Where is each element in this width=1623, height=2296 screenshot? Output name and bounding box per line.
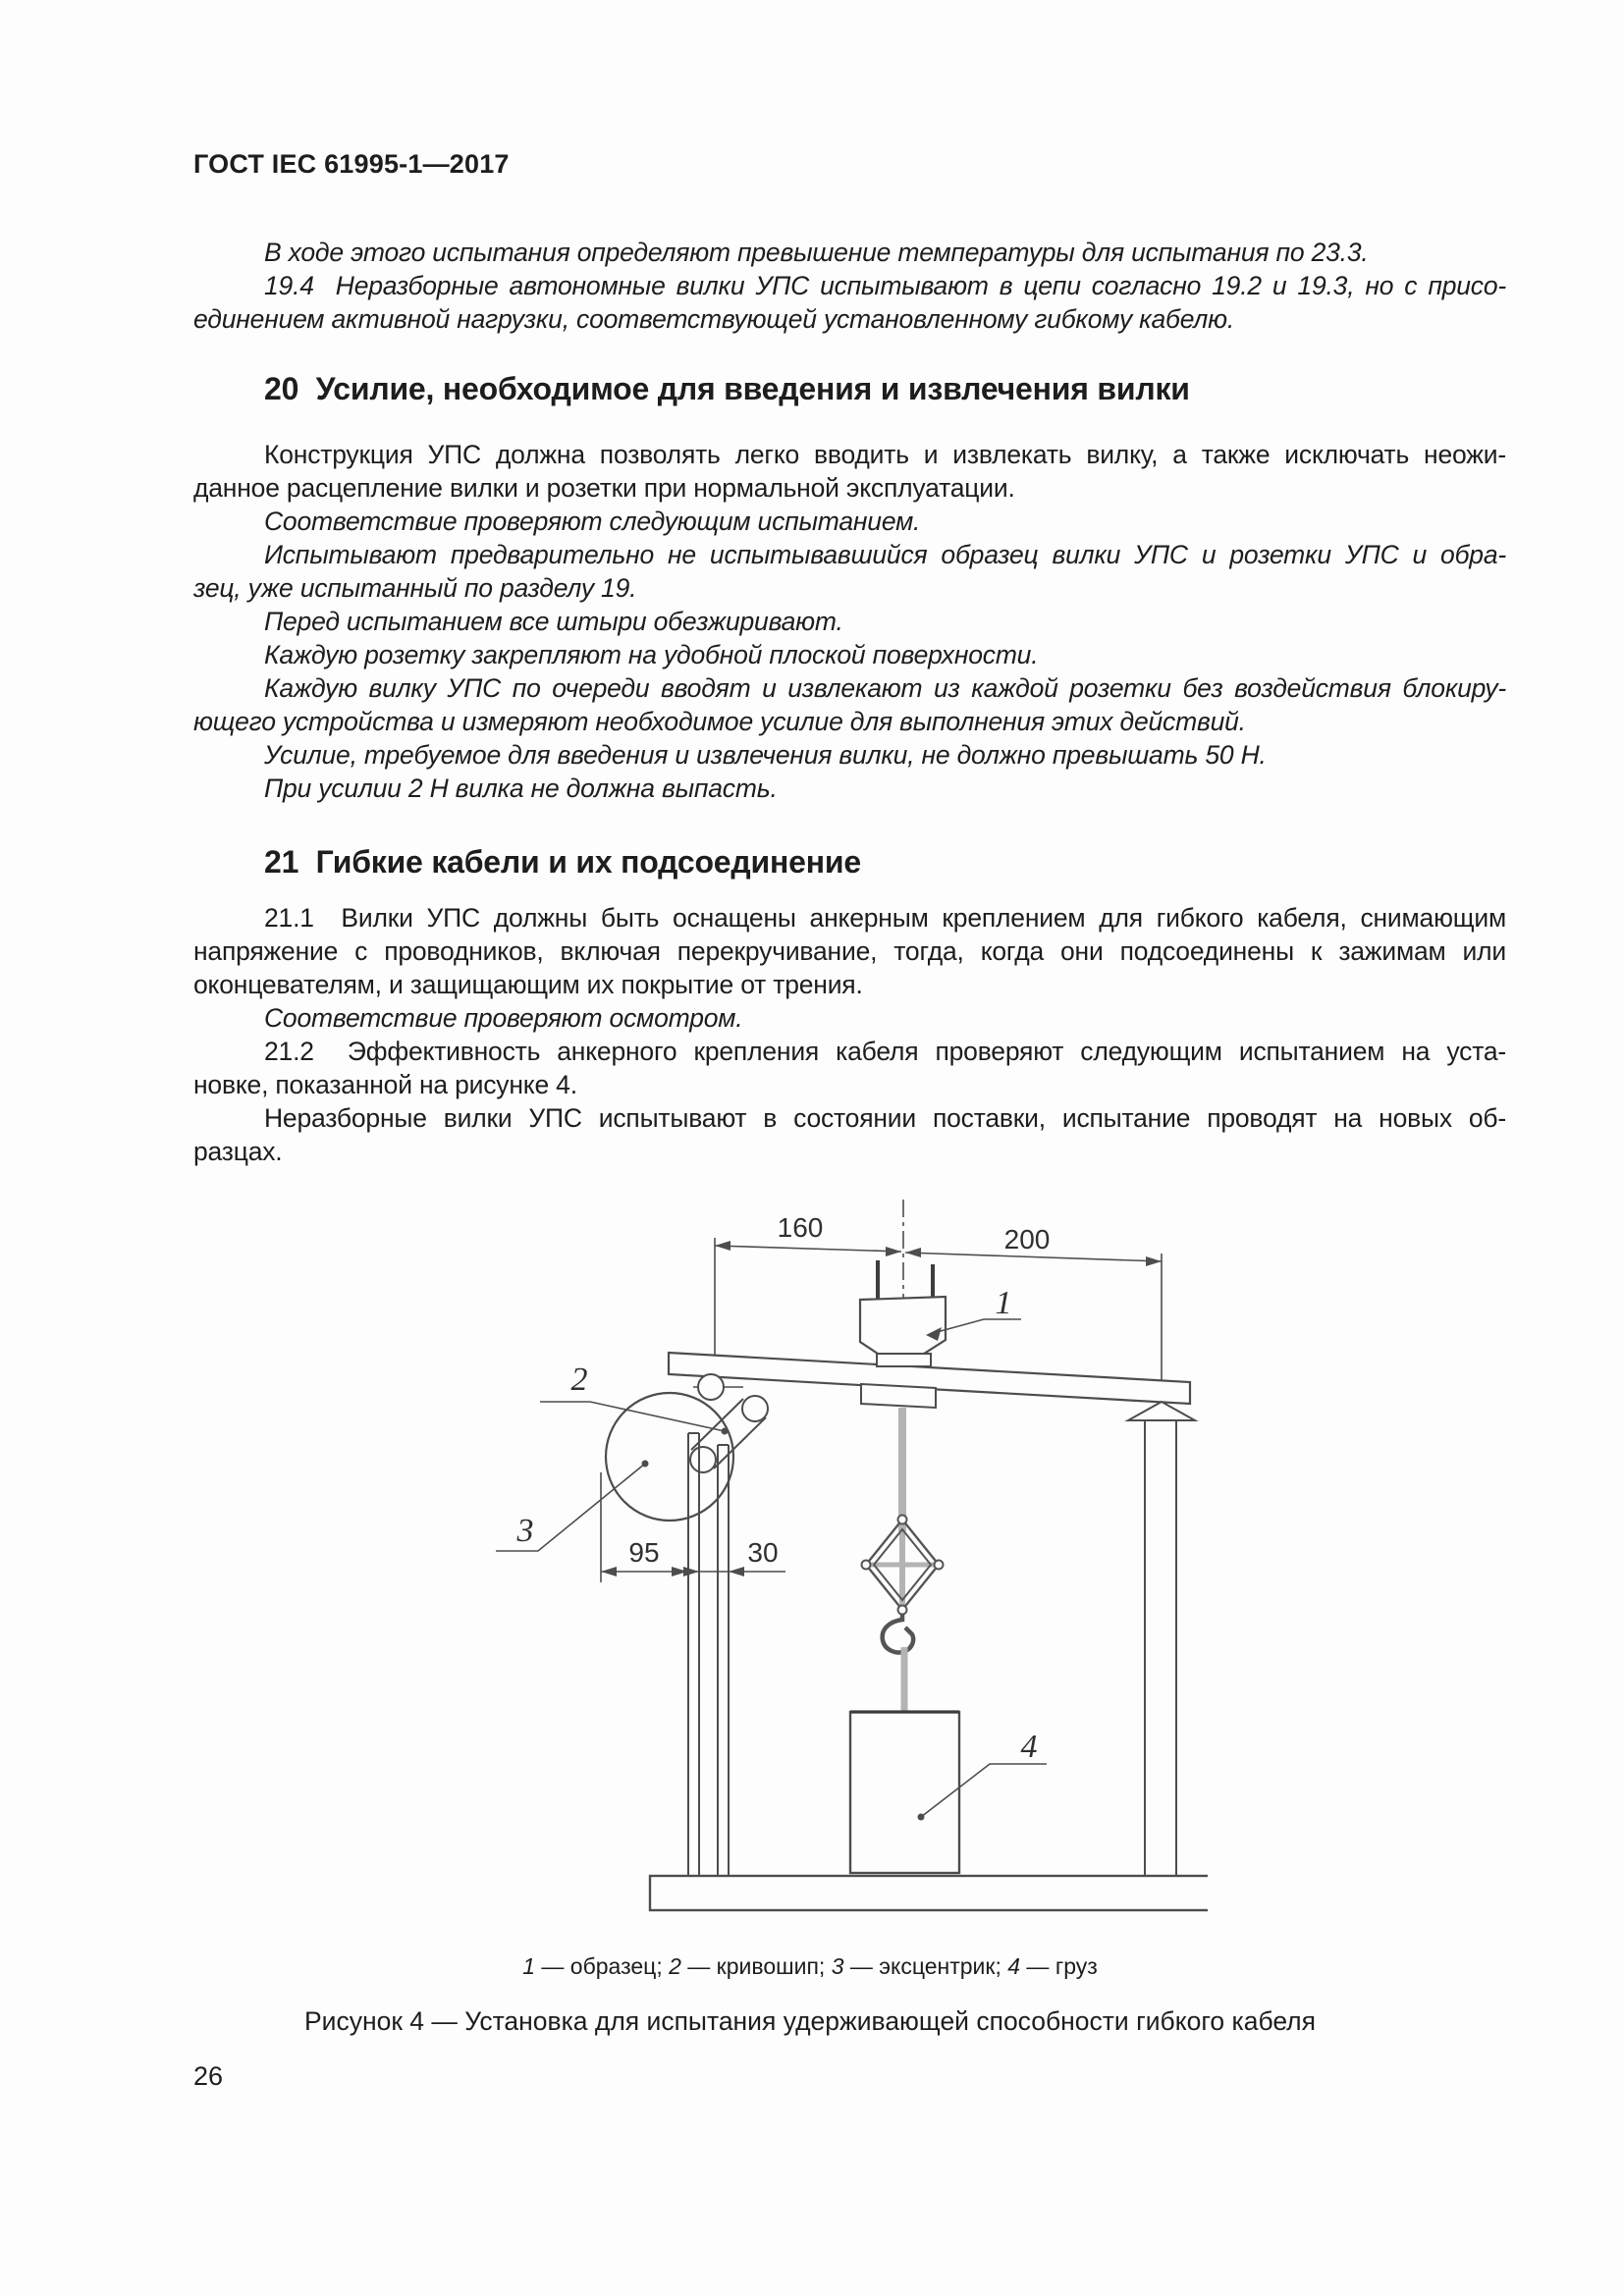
figure-4-drawing <box>491 1193 1208 1936</box>
left-support-assembly <box>606 1373 768 1521</box>
paragraph-line: новке, показанной на рисунке 4. <box>193 1070 577 1099</box>
paragraph-line: зец, уже испытанный по разделу 19. <box>193 573 637 603</box>
caption-number: 4 <box>1007 1953 1021 1979</box>
paragraph-line: разцах. <box>193 1137 283 1166</box>
paragraph-line: напряжение с проводников, включая перекручивание, тогда, когда они подсоединены к зажимам или <box>193 936 1506 966</box>
paragraph-line: единением активной нагрузки, соответствующей установленному гибкому кабелю. <box>193 304 1235 334</box>
figure-title: Рисунок 4 — Установка для испытания удерживающей способности гибкого кабеля <box>304 2006 1316 2036</box>
crank-pivot <box>690 1447 716 1472</box>
paragraph-line: 21.1 Вилки УПС должны быть оснащены анкерным креплением для гибкого кабеля, снимающим <box>264 903 1506 933</box>
hanging-rod-assembly <box>862 1408 944 1714</box>
caption-text: — кривошип; <box>680 1953 832 1979</box>
section-21-body <box>193 901 1506 1168</box>
section-20-heading: 20 Усилие, необходимое для введения и извлечения вилки <box>264 371 1190 406</box>
section-20-body <box>193 438 1506 805</box>
right-support <box>1128 1402 1195 1876</box>
caption-text: — груз <box>1020 1953 1098 1979</box>
label-eccentric: 3 <box>516 1513 534 1549</box>
paragraph-line: Каждую вилку УПС по очереди вводят и извлекают из каждой розетки без воздействия блокиру- <box>264 673 1506 703</box>
caption-text: — эксцентрик; <box>843 1953 1008 1979</box>
label-crank: 2 <box>570 1362 588 1398</box>
leader-dot <box>642 1461 649 1468</box>
paragraph-line: Неразборные вилки УПС испытывают в состоянии поставки, испытание проводят на новых об- <box>264 1103 1506 1133</box>
test-weight <box>850 1712 959 1873</box>
paragraph-line: ющего устройства и измеряют необходимое усилие для выполнения этих действий. <box>193 707 1246 736</box>
page-number: 26 <box>193 2061 224 2091</box>
dimension-160: 160 <box>777 1212 824 1243</box>
paragraph-line: 21.2 Эффективность анкерного крепления кабеля проверяют следующим испытанием на уста- <box>264 1037 1506 1066</box>
page-header: ГОСТ IEC 61995-1—2017 <box>193 149 510 179</box>
paragraph-line: данное расцепление вилки и розетки при нормальной эксплуатации. <box>193 473 1015 503</box>
caption-number: 3 <box>831 1953 844 1979</box>
paragraph-line: Соответствие проверяют следующим испытанием. <box>264 507 921 536</box>
leader-dot <box>918 1814 925 1821</box>
paragraph-line: оконцевателям, и защищающим их покрытие от трения. <box>193 970 863 999</box>
paragraph-line: При усилии 2 Н вилка не должна выпасть. <box>264 774 778 803</box>
figure-caption <box>157 1953 1463 1980</box>
intro-paragraphs <box>193 236 1506 336</box>
base-plate <box>650 1876 1208 1910</box>
caption-number: 2 <box>669 1953 681 1979</box>
leader-dot <box>722 1428 729 1435</box>
paragraph-line: Перед испытанием все штыри обезжиривают. <box>264 607 843 636</box>
plug-body <box>860 1297 946 1356</box>
label-weight: 4 <box>1020 1729 1038 1765</box>
crank-handle-end <box>742 1396 768 1421</box>
paragraph-line: 19.4 Неразборные автономные вилки УПС испытывают в цепи согласно 19.2 и 19.3, но с присо- <box>264 271 1506 300</box>
roller <box>698 1374 724 1400</box>
socket-fixture <box>861 1384 936 1408</box>
hook <box>883 1614 913 1652</box>
paragraph-line: Усилие, требуемое для введения и извлечения вилки, не должно превышать 50 Н. <box>264 740 1267 770</box>
section-21-heading: 21 Гибкие кабели и их подсоединение <box>264 844 861 880</box>
dimension-30: 30 <box>747 1537 779 1568</box>
paragraph-line: Испытывают предварительно не испытывавшийся образец вилки УПС и розетки УПС и обра- <box>264 540 1506 569</box>
paragraph-line: Конструкция УПС должна позволять легко вводить и извлекать вилку, а также исключать неожи- <box>264 440 1506 469</box>
caption-number: 1 <box>522 1953 535 1979</box>
left-posts <box>688 1433 729 1876</box>
dimension-95: 95 <box>628 1537 660 1568</box>
dimension-200: 200 <box>1003 1224 1051 1255</box>
label-specimen: 1 <box>995 1285 1012 1321</box>
caption-text: — образец; <box>535 1953 670 1979</box>
plug-neck <box>877 1354 931 1366</box>
paragraph-line: Каждую розетку закрепляют на удобной плоской поверхности. <box>264 640 1039 669</box>
paragraph-line: Соответствие проверяют осмотром. <box>264 1003 743 1033</box>
paragraph-line: В ходе этого испытания определяют превышение температуры для испытания по 23.3. <box>264 238 1369 267</box>
